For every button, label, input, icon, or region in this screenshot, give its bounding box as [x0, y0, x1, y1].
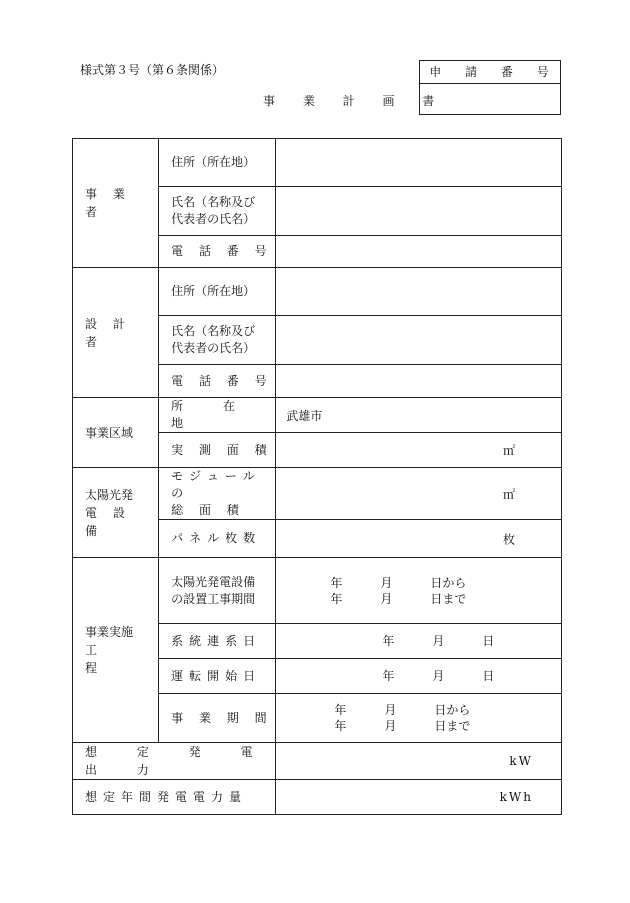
grid-connection-label: 系統連系日 — [159, 624, 276, 659]
application-number-label: 申 請 番 号 — [420, 61, 560, 84]
period-end-day: 日まで — [434, 719, 471, 733]
module-area-label: モジュールの 総 面 積 — [159, 468, 276, 520]
module-area-unit: ㎡ — [502, 487, 515, 501]
designer-address-field[interactable] — [276, 268, 562, 316]
designer-address-label: 住所（所在地） — [159, 268, 276, 316]
measured-area-label: 実 測 面 積 — [159, 433, 276, 468]
annual-generation-label: 想定年間発電電力量 — [73, 780, 276, 815]
designer-phone-field[interactable] — [276, 365, 562, 398]
location-field[interactable] — [276, 398, 562, 433]
designer-phone-label: 電 話 番 号 — [159, 365, 276, 398]
measured-area-field[interactable] — [276, 433, 562, 468]
install-end-year: 年 — [330, 592, 343, 606]
panel-count-unit: 枚 — [502, 532, 515, 546]
operation-start-label: 運転開始日 — [159, 659, 276, 694]
form-reference: 様式第３号（第６条関係） — [80, 63, 225, 77]
grid-month: 月 — [432, 634, 445, 648]
panel-count-field[interactable] — [276, 520, 562, 558]
application-number-field[interactable] — [420, 84, 560, 115]
operator-phone-field[interactable] — [276, 236, 562, 268]
period-start-month: 月 — [384, 703, 397, 717]
period-start-day: 日から — [434, 703, 471, 717]
period-start-year: 年 — [334, 703, 347, 717]
operator-address-label: 住所（所在地） — [159, 139, 276, 187]
operation-start-field[interactable] — [276, 659, 562, 694]
business-period-label: 事 業 期 間 — [159, 694, 276, 743]
operation-day: 日 — [482, 669, 495, 683]
location-value: 武雄市 — [286, 408, 323, 423]
application-number-box — [419, 60, 561, 115]
designer-name-label: 氏名（名称及び 代表者の氏名） — [159, 316, 276, 365]
area-section-label: 事業区域 — [73, 398, 159, 468]
expected-output-label: 想 定 発 電 出 力 — [73, 743, 276, 780]
install-start-month: 月 — [380, 576, 393, 590]
grid-connection-field[interactable] — [276, 624, 562, 659]
period-end-year: 年 — [334, 719, 347, 733]
install-start-day: 日から — [430, 576, 467, 590]
solar-section-label: 太陽光発 電 設 備 — [73, 468, 159, 558]
panel-count-label: パネル枚数 — [159, 520, 276, 558]
annual-generation-unit: kWh — [499, 790, 533, 804]
designer-name-field[interactable] — [276, 316, 562, 365]
location-label: 所 在 地 — [159, 398, 276, 433]
operator-address-field[interactable] — [276, 139, 562, 187]
period-end-month: 月 — [384, 719, 397, 733]
business-period-field[interactable] — [276, 694, 562, 743]
designer-section-label: 設 計 者 — [73, 268, 159, 398]
grid-year: 年 — [382, 634, 395, 648]
operation-year: 年 — [382, 669, 395, 683]
operator-phone-label: 電 話 番 号 — [159, 236, 276, 268]
schedule-section-label: 事業実施 工 程 — [73, 558, 159, 743]
operator-name-field[interactable] — [276, 187, 562, 236]
measured-area-unit: ㎡ — [502, 443, 515, 458]
install-period-label: 太陽光発電設備 の設置工事期間 — [159, 558, 276, 624]
install-start-year: 年 — [330, 576, 343, 590]
annual-generation-field[interactable] — [276, 780, 562, 815]
module-area-field[interactable] — [276, 468, 562, 520]
business-plan-table — [72, 138, 562, 815]
expected-output-unit: kW — [509, 754, 533, 768]
operator-section-label: 事 業 者 — [73, 139, 159, 268]
install-end-day: 日まで — [430, 592, 467, 606]
operator-name-label: 氏名（名称及び 代表者の氏名） — [159, 187, 276, 236]
install-period-field[interactable] — [276, 558, 562, 624]
grid-day: 日 — [482, 634, 495, 648]
install-end-month: 月 — [380, 592, 393, 606]
operation-month: 月 — [432, 669, 445, 683]
document-title: 事 業 計 画 書 — [263, 94, 447, 108]
expected-output-field[interactable] — [276, 743, 562, 780]
